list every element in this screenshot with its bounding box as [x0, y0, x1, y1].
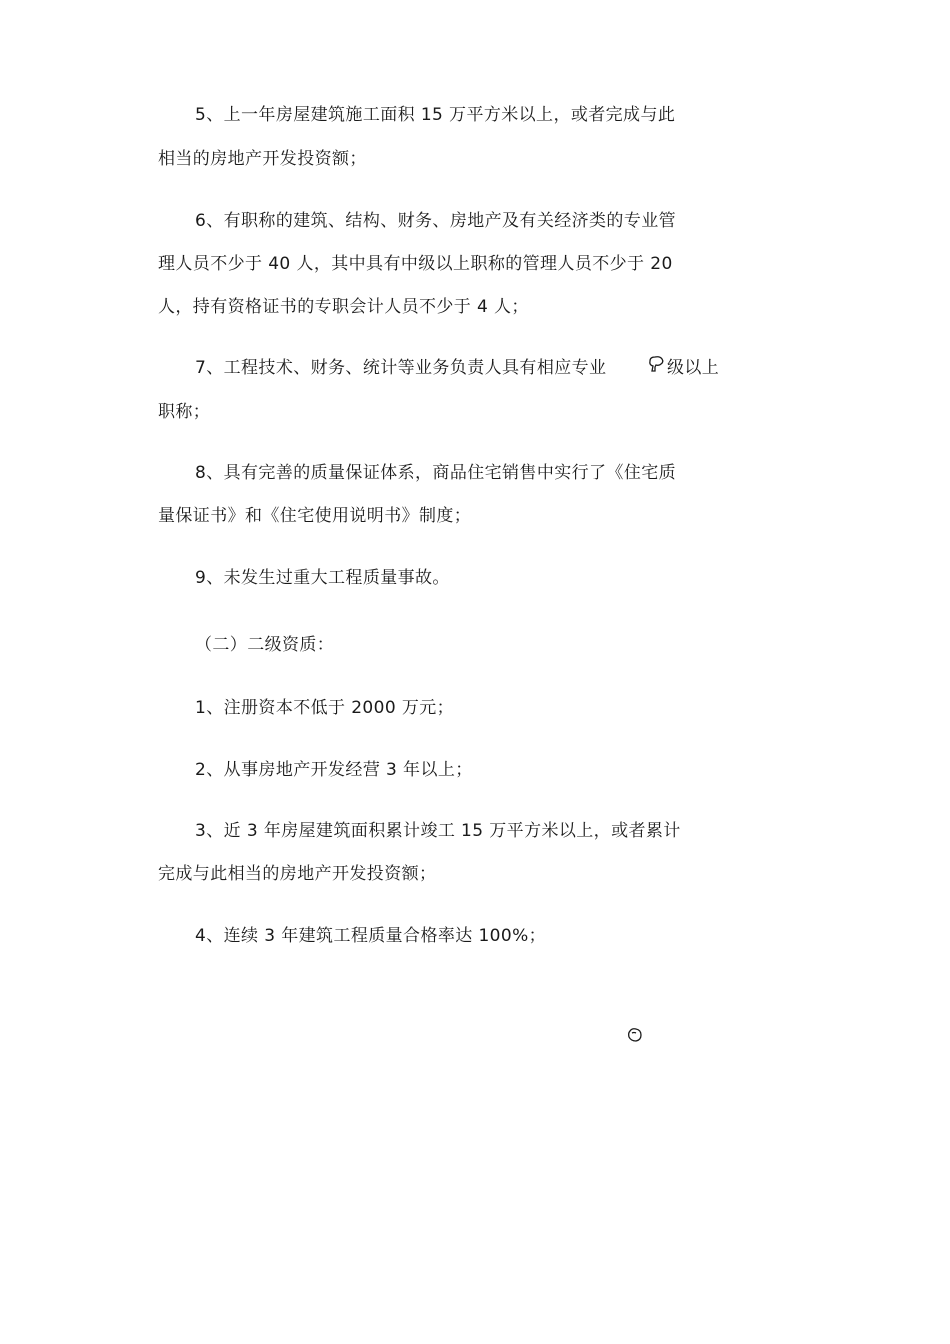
paragraph-5-line-2: 相当的房地产开发投资额；: [158, 149, 367, 169]
paragraph-6-line-1: 6、有职称的建筑、结构、财务、房地产及有关经济类的专业管: [195, 211, 677, 231]
level2-item-4: 4、连续 3 年建筑工程质量合格率达 100%；: [195, 926, 547, 946]
paragraph-5-line-1: 5、上一年房屋建筑施工面积 15 万平方米以上，或者完成与此: [195, 105, 676, 125]
stray-smudge-icon: [626, 1027, 644, 1044]
section-heading-level-2: （二）二级资质：: [195, 635, 335, 655]
level2-item-3-line-1: 3、近 3 年房屋建筑面积累计竣工 15 万平方米以上，或者累计: [195, 821, 681, 841]
level2-item-2: 2、从事房地产开发经营 3 年以上；: [195, 760, 473, 780]
level2-item-1: 1、注册资本不低于 2000 万元；: [195, 698, 455, 718]
level2-item-3-line-2: 完成与此相当的房地产开发投资额；: [158, 864, 437, 884]
paragraph-8-line-2: 量保证书》和《住宅使用说明书》制度；: [158, 506, 472, 526]
paragraph-6-line-2: 理人员不少于 40 人，其中具有中级以上职称的管理人员不少于 20: [158, 254, 673, 274]
paragraph-7-line-1a: 7、工程技术、财务、统计等业务负责人具有相应专业: [195, 358, 607, 378]
paragraph-8-line-1: 8、具有完善的质量保证体系，商品住宅销售中实行了《住宅质: [195, 463, 677, 483]
paragraph-7-line-2: 职称；: [158, 402, 211, 422]
paragraph-6-line-3: 人，持有资格证书的专职会计人员不少于 4 人；: [158, 297, 529, 317]
paragraph-9-line-1: 9、未发生过重大工程质量事故。: [195, 568, 450, 588]
paragraph-7-line-1b: 级以上: [667, 358, 720, 378]
smudge-mark-icon: [647, 355, 666, 375]
